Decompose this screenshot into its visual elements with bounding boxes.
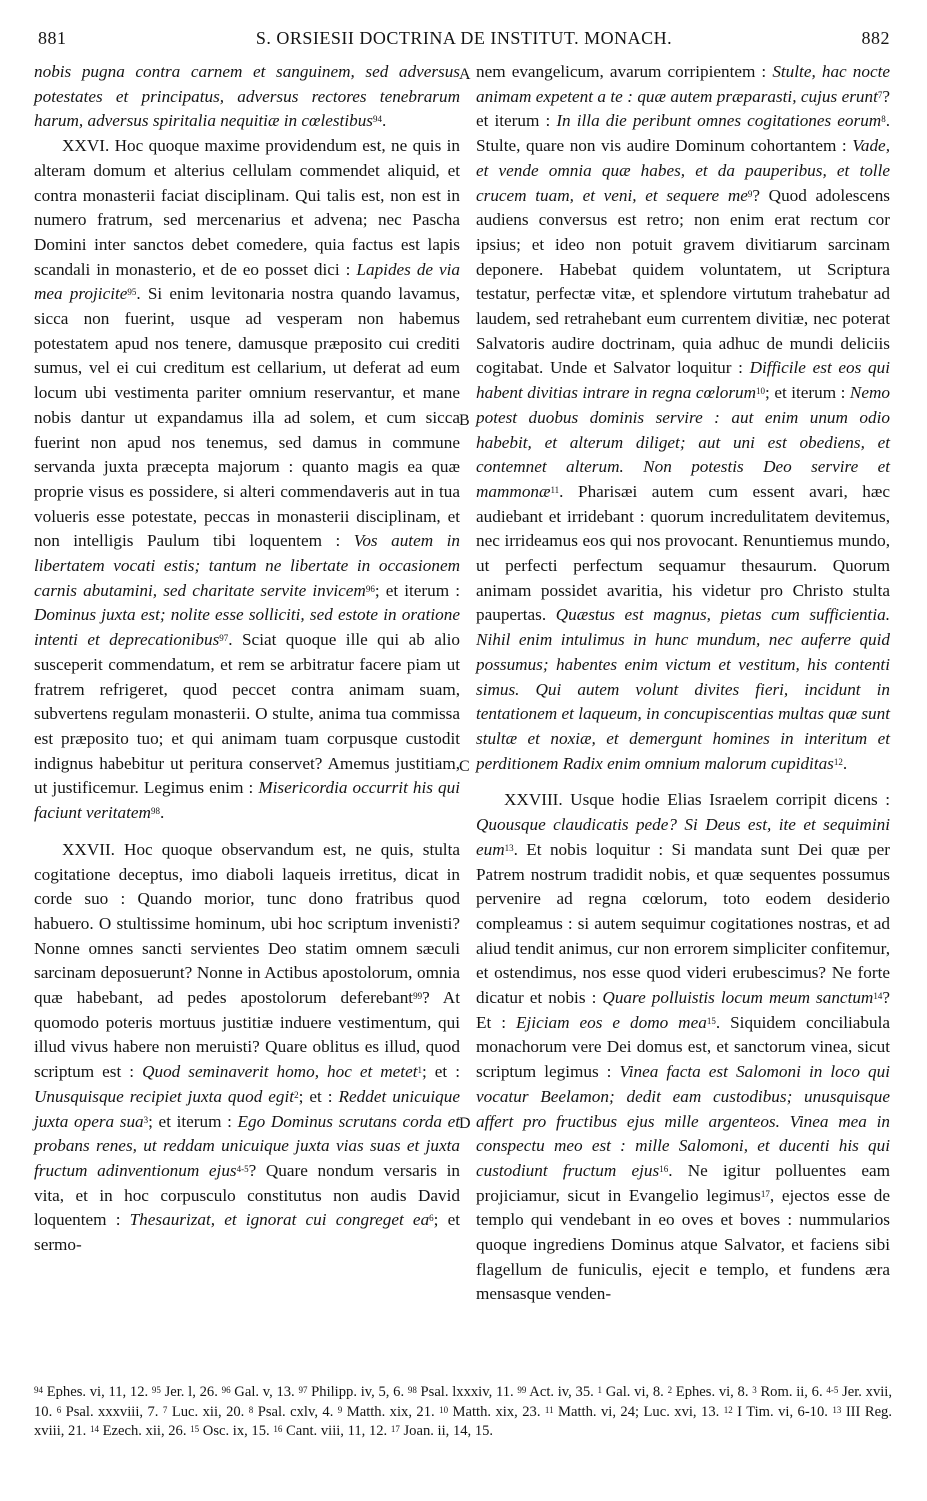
footnote-ref: 3 bbox=[752, 1385, 757, 1395]
footnote-ref: 98 bbox=[407, 1385, 417, 1395]
margin-letter-d: D bbox=[459, 1115, 471, 1132]
italic-quote: Lapides de via mea projicite bbox=[34, 259, 461, 304]
text-run: Philipp. iv, 5, 6. bbox=[307, 1384, 408, 1400]
italic-quote: Unusquisque recipiet juxta quod egit bbox=[34, 1086, 295, 1106]
footnote-ref: 13 bbox=[504, 842, 514, 853]
footnote-ref: 4-5 bbox=[826, 1385, 839, 1395]
page-number-left: 881 bbox=[38, 28, 67, 48]
text-run: XXVIII. Usque hodie Elias Israelem corripit dicens : bbox=[504, 790, 890, 810]
footnote-ref: 12 bbox=[833, 756, 843, 767]
text-run: Matth. xix, 23. bbox=[448, 1403, 545, 1420]
footnote-ref: 16 bbox=[659, 1163, 669, 1174]
text-run: Luc. xii, 20. bbox=[167, 1403, 249, 1420]
text-run: Psal. xxxviii, 7. bbox=[61, 1403, 163, 1420]
italic-quote: Vos autem in libertatem vocati estis; tantum ne libertate in occasionem carnis abutamini, sed charitate servite invicem bbox=[34, 531, 460, 600]
footnote-ref: 14 bbox=[873, 991, 883, 1002]
text-run: ? et iterum : bbox=[476, 86, 890, 131]
footnote-ref: 2 bbox=[294, 1089, 299, 1100]
footnote-ref: 16 bbox=[273, 1424, 283, 1435]
italic-quote: Difficile est eos qui habent divitias intrare in regna cœlorum bbox=[476, 358, 890, 403]
footnote-ref: 7 bbox=[162, 1404, 168, 1415]
footnote-ref: 1 bbox=[417, 1065, 422, 1076]
text-run: nem evangelicum, avarum corripientem : bbox=[476, 62, 773, 81]
text-run: . bbox=[842, 753, 848, 773]
text-run: . bbox=[159, 803, 165, 823]
text-run: . Sciat quoque ille qui ab alio susceperit commendatum, et rem se arbitratur facere piam ut fratrem refrigeret, quod peccet contra animam suam, subvertens regulam monasterii. O stulte, anima tua commissa est præposito tuo; et qui animam tuam corpusque custodit indignus habebitur ut peritura conservet? Amemus justitiam, ut justificemur. Legimus enim : bbox=[34, 630, 460, 798]
footnote-ref: 2 bbox=[667, 1385, 673, 1395]
footnote-ref: 96 bbox=[221, 1385, 231, 1395]
text-run: . Pharisæi autem cum essent avari, hæc audiebant et irridebant : quorum incredulitatem devitemus, nec irrideamus eos qui nos provocant. Renuntiemus mundo, ut perfecti perfectum sequamur thesaurum. Quorum animam possidet avaritia, his videtur pro Christo stulta paupertas. bbox=[476, 481, 890, 625]
text-run: III Reg. xviii, 21. bbox=[34, 1403, 892, 1440]
text-run: . Ne igitur polluentes eam projiciamur, sicut in Evangelio legimus bbox=[476, 1160, 890, 1205]
footnote-ref: 11 bbox=[544, 1404, 554, 1415]
text-run: ? Et : bbox=[476, 988, 890, 1032]
italic-quote: Quæstus est magnus, pietas cum sufficientia. Nihil enim intulimus in hunc mundum, nec auferre quid possumus; habentes enim victum et vestitum, his contenti simus. Qui autem volunt divites fieri, incidunt in tentationem et laqueum, in concupiscentias multas quæ sunt stultæ et noxiæ, et demergunt homines in interitum et perditionem Radix enim omnium malorum cupiditas bbox=[476, 605, 890, 773]
text-run: ; et sermo- bbox=[34, 1210, 460, 1255]
italic-quote: Thesaurizat, et ignorat cui congreget ea bbox=[129, 1210, 430, 1230]
italic-quote: Ego Dominus scrutans corda et probans renes, ut reddam unicuique juxta vias suas et juxta fructum adinventionum ejus bbox=[34, 1111, 460, 1180]
paragraph-xxvii bbox=[34, 838, 460, 1258]
italic-quote: nobis pugna contra carnem et sanguinem, sed adversus potestates et principatus, adversus rectores tenebrarum harum, adversus spiritalia nequitiæ in cœlestibus bbox=[34, 62, 460, 131]
text-run: ; et iterum : bbox=[765, 383, 850, 403]
text-run: Cant. viii, 11, 12. bbox=[282, 1423, 391, 1440]
footnote-ref: 97 bbox=[298, 1385, 308, 1395]
text-run: Osc. ix, 15. bbox=[199, 1423, 274, 1440]
text-run: Matth. vi, 24; Luc. xvi, 13. bbox=[553, 1403, 724, 1420]
right-column bbox=[476, 60, 890, 1307]
text-run: Joan. ii, 14, 15. bbox=[399, 1423, 494, 1440]
margin-letter-b: B bbox=[459, 412, 470, 429]
text-run: ; et iterum : bbox=[148, 1111, 238, 1131]
footnote-ref: 98 bbox=[150, 806, 160, 817]
text-run: Ephes. vi, 11, 12. bbox=[43, 1384, 152, 1400]
footnote-ref: 17 bbox=[390, 1424, 400, 1435]
footnotes bbox=[34, 1383, 892, 1442]
text-run: ; et : bbox=[298, 1086, 339, 1106]
footnote-ref: 94 bbox=[372, 114, 382, 125]
text-run: ; et iterum : bbox=[374, 580, 460, 600]
footnote-ref: 1 bbox=[597, 1385, 602, 1395]
footnote-ref: 7 bbox=[877, 89, 883, 100]
text-run: Jer. xvii, 10. bbox=[34, 1384, 892, 1420]
footnote-ref: 9 bbox=[747, 188, 753, 199]
text-run: ? Quare nondum versaris in vita, et in hoc corpusculo constitutus non audis David loquentem : bbox=[34, 1160, 460, 1230]
text-run: ; et : bbox=[421, 1062, 460, 1082]
text-run: ? Quod adolescens audiens conversus est retro; non enim erat rectum cor ipsius; et ideo non potuit gravem divitiarum sarcinam deponere. Habebat quidem voluntatem, ut Scriptura testatur, perfectæ vitæ, et splendore virtutum trahebatur ad laudem, sed retrahebant eum currentem divitiæ, nec poterat Salvatoris audire doctrinam, quia adhuc de mundi deliciis cogitabat. Unde et Salvator loquitur : bbox=[476, 185, 890, 378]
text-run: Psal. cxlv, 4. bbox=[253, 1403, 338, 1420]
italic-quote: Misericordia occurrit his qui faciunt veritatem bbox=[34, 778, 460, 823]
italic-quote: Vinea facta est Salomoni in loco qui vocatur Beelamon; dedit eam custodibus; unusquisque affert pro fructibus ejus mille argenteos. Vinea mea in conspectu meo est : mille Salomoni, et ducenti his qui custodiunt fructum ejus bbox=[476, 1062, 890, 1180]
paragraph-xxviii bbox=[476, 788, 890, 1307]
paragraph bbox=[476, 60, 890, 776]
text-run: Jer. l, 26. bbox=[160, 1384, 222, 1400]
italic-quote: Stulte, hac nocte animam expetent a te : quæ autem præparasti, cujus erunt bbox=[476, 62, 890, 106]
footnote-ref: 8 bbox=[881, 114, 886, 125]
italic-quote: In illa die peribunt omnes cogitationes eorum bbox=[556, 111, 882, 131]
footnote-ref: 11 bbox=[550, 484, 560, 495]
text-run: Gal. v, 13. bbox=[230, 1384, 299, 1400]
footnote-ref: 12 bbox=[723, 1404, 733, 1415]
footnote-ref: 17 bbox=[760, 1188, 770, 1199]
page-number-right: 882 bbox=[861, 28, 890, 48]
footnote-ref: 99 bbox=[413, 991, 423, 1002]
italic-quote: Reddet unicuique juxta opera sua bbox=[34, 1086, 460, 1131]
text-run: . Stulte, quare non vis audire Dominum cohortantem : bbox=[476, 111, 891, 156]
footnote-ref: 95 bbox=[151, 1385, 161, 1395]
footnote-ref: 14 bbox=[89, 1424, 99, 1435]
footnote-ref: 4-5 bbox=[236, 1163, 249, 1174]
text-run: Rom. ii, 6. bbox=[756, 1384, 827, 1400]
text-run: ? At quomodo poteris mortuus justitiæ induere vestimentum, qui illud vivus habere non meruisti? Quare oblitus es illud, quod scriptum est : bbox=[34, 988, 460, 1082]
italic-quote: Quod seminaverit homo, hoc et metet bbox=[142, 1062, 418, 1082]
paragraph-xxvi bbox=[34, 134, 460, 826]
margin-letter-a: A bbox=[459, 66, 471, 83]
footnote-ref: 10 bbox=[439, 1404, 449, 1415]
footnote-ref: 6 bbox=[429, 1213, 434, 1224]
italic-quote: Ejiciam eos e domo mea bbox=[516, 1012, 707, 1032]
footnote-ref: 10 bbox=[756, 386, 766, 397]
paragraph bbox=[34, 60, 460, 134]
text-run: . Si enim levitonaria nostra quando lavamus, sicca non fuerint, usque ad vesperam non habemus potestatem apud nos tenere, damusque præposito cui crediti sumus, vel ei cui creditum est cellarium, ut deferat ad eum locum ubi vestimenta pariter omnium reservantur, et mane nobis dantur ut expandamus illa ad solem, et cum sicca fuerint non apud nos tenemus, sed damus in commune servanda juxta præcepta majorum : quanto magis ea quæ proprie visus es possidere, si alteri commendaveris aut in tua volueris esse potestate, peccas in monasterii disciplinam, et non intelligis Paulum tibi loquentem : bbox=[34, 284, 460, 551]
text-run: , ejectos esse de templo qui vendebant in eo oves et boves : nummularios quoque ingrediens Dominus atque Salvator, et faciens sibi flagellum de funiculis, ejecit e templo, et fundens æra mensasque venden- bbox=[476, 1185, 890, 1304]
footnote-ref: 99 bbox=[517, 1385, 527, 1395]
footnote-ref: 9 bbox=[337, 1404, 343, 1415]
running-header bbox=[38, 22, 890, 52]
footnote-ref: 95 bbox=[127, 287, 137, 298]
text-run: . Siquidem conciliabula monachorum vere Dei domus est, et sanctorum vinea, sicut scriptum legimus : bbox=[476, 1012, 890, 1082]
text-run: XXVI. Hoc quoque maxime providendum est, ne quis in alteram domum et alterius cellulam commendet aliquid, et contra monasterii faciat disciplinam. Qui talis est, non est in numero fratrum, sed mercenarius et advena; nec Pascha Domini inter sanctos debet comedere, quia factus est lapis scandali in monasterio, et de eo posset dici : bbox=[34, 136, 460, 279]
text-run: Gal. vi, 8. bbox=[602, 1384, 668, 1400]
text-run: Psal. lxxxiv, 11. bbox=[416, 1384, 518, 1400]
footnote-ref: 15 bbox=[706, 1015, 716, 1026]
text-run: XXVII. Hoc quoque observandum est, ne quis, stulta cogitatione deceptus, imo diaboli laqueis irretitus, dicat in corde suo : Quando morior, tunc dono fratribus quod habuero. O stultissime hominum, ubi hoc scriptum invenisti? Nonne omnes sancti servientes Deo statim omnem sæculi sarcinam deposuerunt? Nonne in Actibus apostolorum, omnia quæ habebant, ad pedes apostolorum deferebant bbox=[34, 839, 460, 1008]
footnote-ref: 15 bbox=[190, 1424, 200, 1435]
italic-quote: Dominus juxta est; nolite esse solliciti, sed estote in oratione intenti et deprecationibus bbox=[34, 605, 460, 650]
footnote-ref: 94 bbox=[34, 1385, 43, 1395]
margin-letter-c: C bbox=[459, 758, 470, 775]
left-column bbox=[34, 60, 460, 1258]
footnote-ref: 6 bbox=[56, 1404, 62, 1415]
text-run: . Et nobis loquitur : Si mandata sunt Dei quæ per Patrem nostrum tradidit nobis, et quæ sequentes possumus pervenire ad regna cœlorum, toto eodem desiderio compleamus : si autem sequimur cogitationes nostras, et ad aliud tendit animus, cur non errorem simpliciter confitemur, et ostendimus, nos esse quod videri erubescimus? Ne forte dicatur et nobis : bbox=[476, 839, 890, 1008]
italic-quote: Nemo potest duobus dominis servire : aut enim unum odio habebit, et alterum diliget; aut uni est obediens, et contemnet alterum. Non potestis Deo servire et mammonæ bbox=[476, 383, 890, 501]
italic-quote: Quare polluistis locum meum sanctum bbox=[602, 988, 874, 1008]
text-run: . bbox=[381, 111, 387, 131]
italic-quote: Vade, et vende omnia quæ habes, et da pauperibus, et tolle crucem tuam, et veni, et sequere me bbox=[476, 136, 890, 205]
footnote-ref: 3 bbox=[143, 1114, 149, 1125]
running-title: S. ORSIESII DOCTRINA DE INSTITUT. MONACH. bbox=[255, 28, 673, 48]
text-run: Ezech. xii, 26. bbox=[98, 1423, 191, 1440]
footnote-list bbox=[34, 1383, 892, 1442]
footnote-ref: 97 bbox=[219, 633, 229, 644]
footnote-ref: 13 bbox=[832, 1404, 842, 1415]
footnote-ref: 8 bbox=[248, 1404, 254, 1415]
text-run: Ephes. vi, 8. bbox=[672, 1384, 753, 1400]
text-run: Act. iv, 35. bbox=[526, 1384, 598, 1400]
italic-quote: Quousque claudicatis pede? Si Deus est, ite et sequimini eum bbox=[476, 815, 890, 859]
text-run: Matth. xix, 21. bbox=[342, 1403, 440, 1420]
footnote-ref: 96 bbox=[365, 583, 375, 594]
text-run: I Tim. vi, 6-10. bbox=[732, 1403, 833, 1420]
